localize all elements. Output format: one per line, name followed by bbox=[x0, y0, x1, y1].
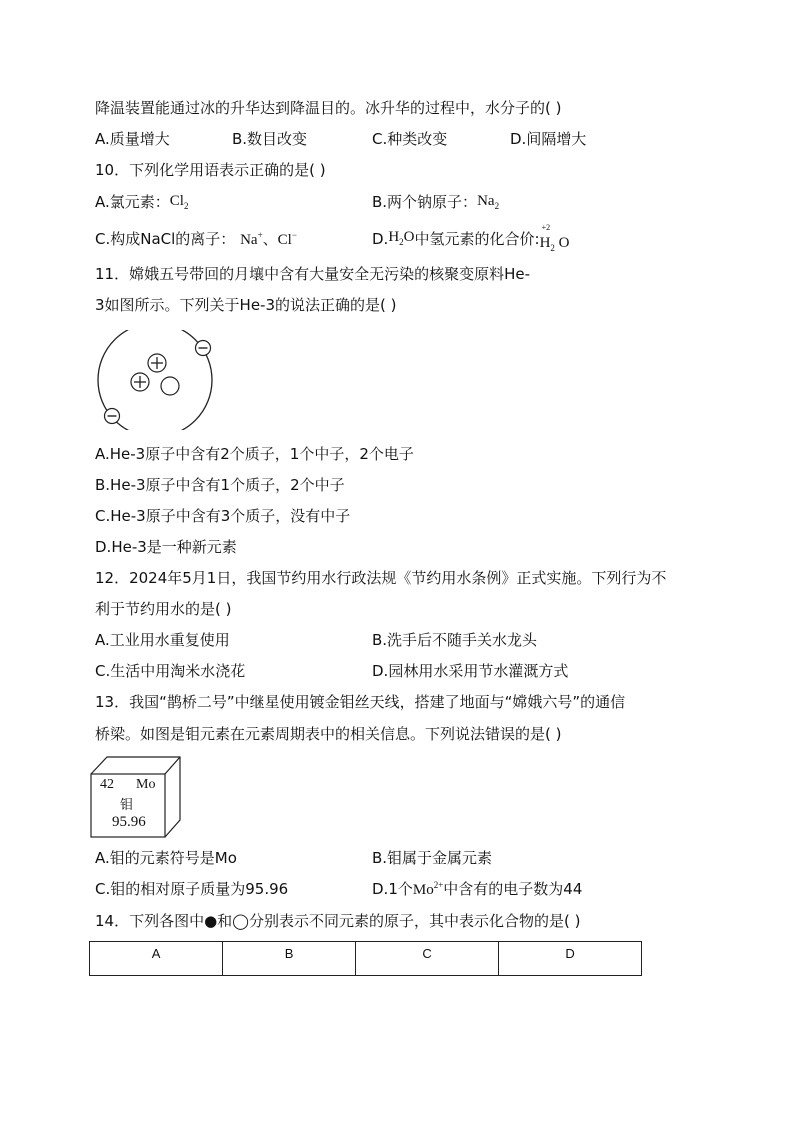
question-13-line2: 桥梁。如图是钼元素在元素周期表中的相关信息。下列说法错误的是( ) bbox=[95, 725, 562, 743]
q13-option-d-suffix: 中含有的电子数为44 bbox=[443, 880, 583, 898]
q10-option-a-label: A.氯元素： bbox=[95, 193, 170, 211]
proton-1 bbox=[148, 354, 166, 372]
water-valence-formula: +2 $H_2$ O bbox=[539, 223, 570, 253]
atomic-mass: 95.96 bbox=[112, 814, 146, 830]
q9-option-d[interactable]: D.间隔增大 bbox=[510, 130, 587, 148]
q10-option-c-label: C.构成NaCl的离子： bbox=[95, 230, 236, 248]
q9-option-a[interactable]: A.质量增大 bbox=[95, 130, 170, 148]
question-11-line2: 3如图所示。下列关于He-3的说法正确的是( ) bbox=[95, 296, 397, 314]
question-12-line2: 利于节约用水的是( ) bbox=[95, 600, 232, 618]
table-col-c[interactable]: C bbox=[356, 942, 499, 976]
table-header-row bbox=[90, 942, 642, 976]
electron-2 bbox=[105, 409, 120, 424]
sodium-ion: Na+ bbox=[240, 230, 263, 248]
q12-option-b[interactable]: B.洗手后不随手关水龙头 bbox=[372, 631, 538, 649]
valence-text: 中氢元素的化合价: bbox=[414, 230, 540, 248]
q10-option-c[interactable] bbox=[95, 229, 297, 250]
q11-option-c[interactable]: C.He-3原子中含有3个质子，没有中子 bbox=[95, 507, 351, 525]
q10-option-b-label: B.两个钠原子： bbox=[372, 193, 478, 211]
table-col-b[interactable]: B bbox=[223, 942, 356, 976]
water-formula: $H_2O$ bbox=[388, 229, 415, 247]
q10-option-d[interactable] bbox=[372, 223, 570, 253]
question-12-line1: 12．2024年5月1日，我国节约用水行政法规《节约用水条例》正式实施。下列行为不 bbox=[95, 569, 667, 587]
question-14-stem: 14．下列各图中●和◯分别表示不同元素的原子，其中表示化合物的是( ) bbox=[95, 912, 581, 930]
chloride-ion: Cl− bbox=[277, 230, 297, 248]
q10-option-a[interactable] bbox=[95, 192, 188, 213]
q13-option-d-prefix: D.1个 bbox=[372, 880, 413, 898]
q12-option-a[interactable]: A.工业用水重复使用 bbox=[95, 631, 230, 649]
q10-option-d-label: D. bbox=[372, 230, 389, 248]
helium-3-atom-diagram bbox=[90, 330, 225, 430]
atomic-number: 42 bbox=[100, 777, 114, 792]
ion-separator: 、 bbox=[262, 230, 278, 248]
q11-option-b[interactable]: B.He-3原子中含有1个质子，2个中子 bbox=[95, 476, 345, 494]
element-symbol: Mo bbox=[136, 777, 156, 792]
proton-2 bbox=[131, 373, 149, 391]
question-13-line1: 13．我国“鹊桥二号”中继星使用镀金钼丝天线，搭建了地面与“嫦娥六号”的通信 bbox=[95, 693, 626, 711]
chlorine-formula: $Cl_2$ bbox=[169, 193, 189, 211]
q12-option-d[interactable]: D.园林用水采用节水灌溉方式 bbox=[372, 662, 569, 680]
q13-option-a[interactable]: A.钼的元素符号是Mo bbox=[95, 849, 237, 867]
element-name: 钼 bbox=[120, 798, 134, 813]
table-col-d[interactable]: D bbox=[499, 942, 642, 976]
q11-option-a[interactable]: A.He-3原子中含有2个质子，1个中子，2个电子 bbox=[95, 445, 414, 463]
q10-option-b[interactable] bbox=[372, 192, 499, 213]
q13-option-c[interactable]: C.钼的相对原子质量为95.96 bbox=[95, 880, 289, 898]
q13-option-d[interactable] bbox=[372, 879, 582, 900]
table-col-a[interactable]: A bbox=[90, 942, 223, 976]
neutron bbox=[161, 377, 179, 395]
electron-1 bbox=[196, 341, 211, 356]
q11-option-d[interactable]: D.He-3是一种新元素 bbox=[95, 538, 237, 556]
q9-option-b[interactable]: B.数目改变 bbox=[232, 130, 308, 148]
q9-option-c[interactable]: C.种类改变 bbox=[372, 130, 448, 148]
q12-option-c[interactable]: C.生活中用淘米水浇花 bbox=[95, 662, 246, 680]
sodium-formula: $Na_2$ bbox=[477, 193, 500, 211]
periodic-table-cell bbox=[90, 754, 182, 838]
q14-options-table bbox=[89, 941, 642, 976]
molybdenum-ion: $Mo^{2+}$ bbox=[412, 880, 444, 898]
question-10-stem: 10．下列化学用语表示正确的是( ) bbox=[95, 161, 326, 179]
q13-option-b[interactable]: B.钼属于金属元素 bbox=[372, 849, 493, 867]
question-11-line1: 11．嫦娥五号带回的月壤中含有大量安全无污染的核聚变原料He- bbox=[95, 265, 531, 283]
question-9-stem: 降温装置能通过冰的升华达到降温目的。冰升华的过程中，水分子的( ) bbox=[95, 99, 562, 117]
